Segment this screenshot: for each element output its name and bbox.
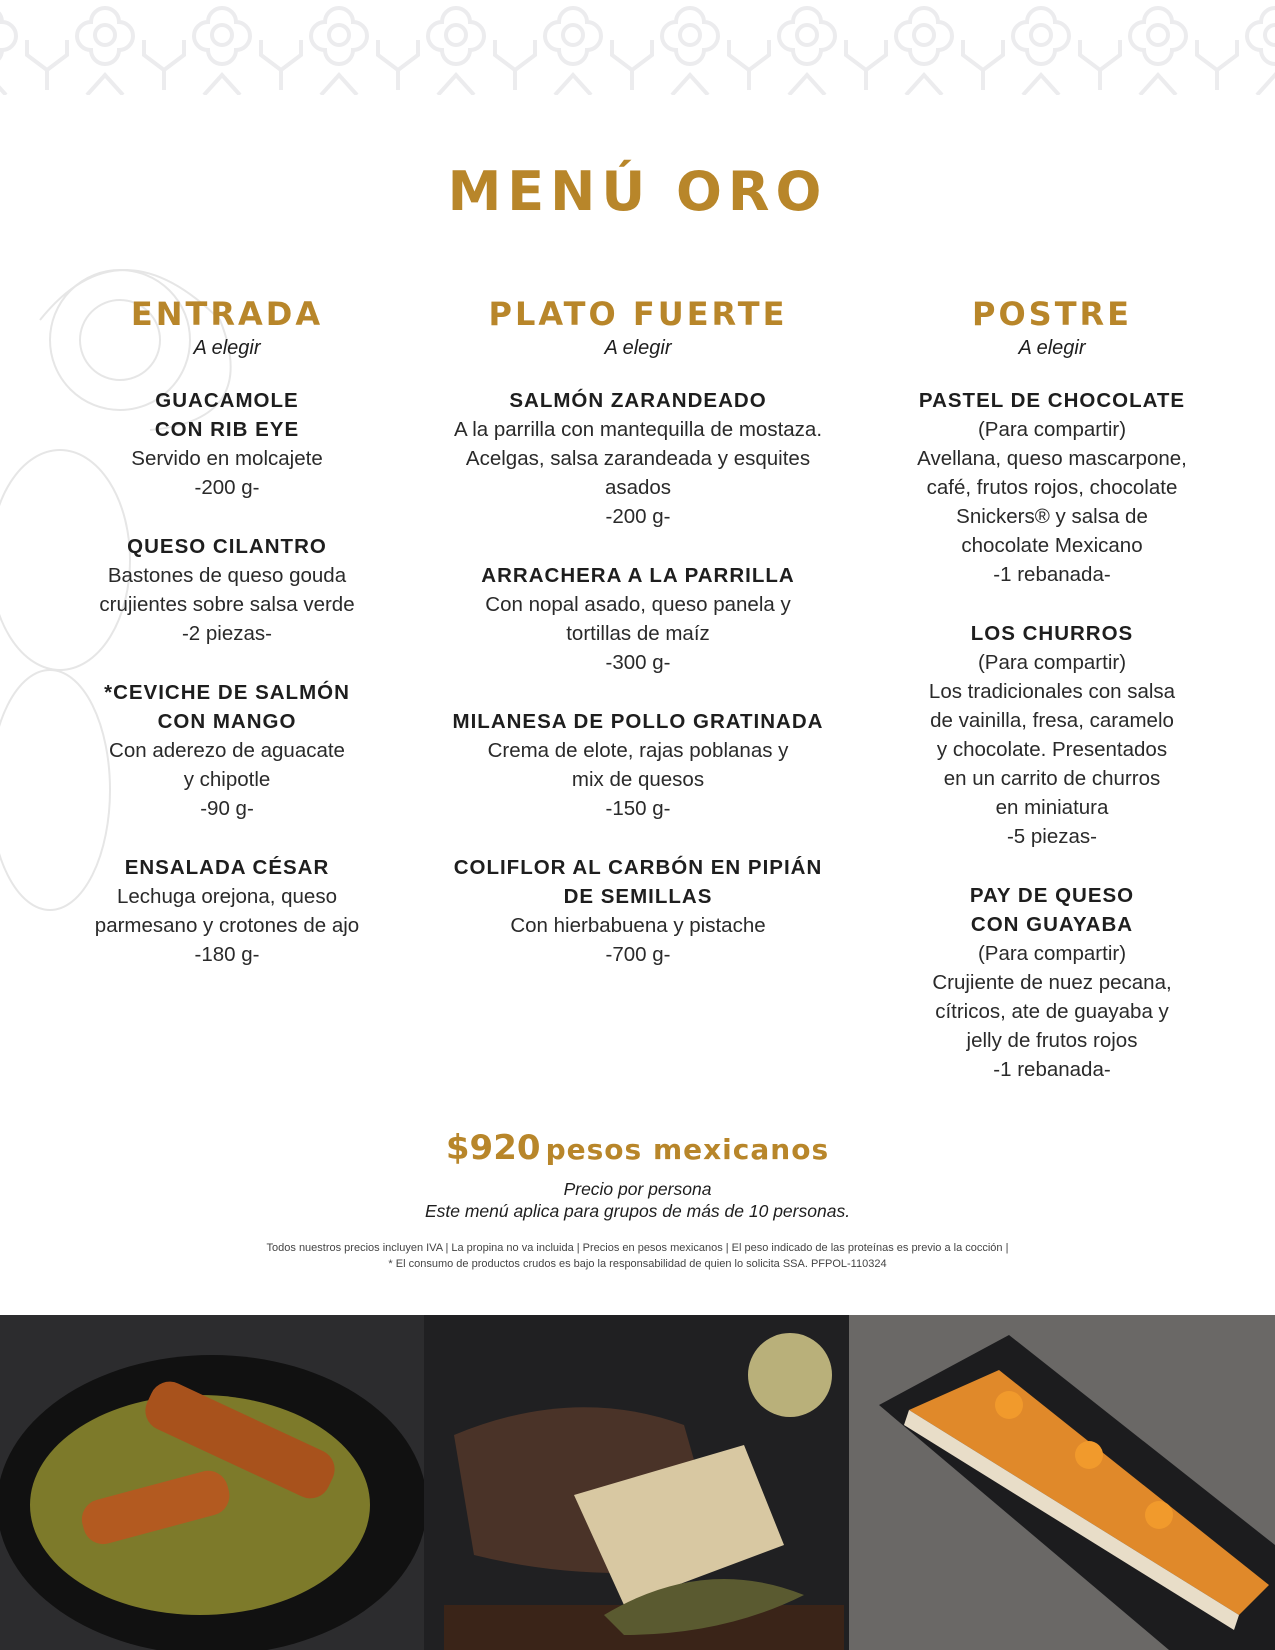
menu-item-description: en miniatura: [995, 796, 1109, 819]
legal-notes: [0, 1240, 1275, 1272]
menu-item: [448, 561, 828, 677]
menu-item-description: (Para compartir): [977, 942, 1127, 965]
menu-item-name: DE SEMILLAS: [563, 885, 713, 908]
menu-item-description: en un carrito de churros: [943, 767, 1161, 790]
group-note: Este menú aplica para grupos de más de 10 personas.: [424, 1201, 851, 1221]
menu-item-name: MILANESA DE POLLO GRATINADA: [452, 710, 824, 733]
menu-item-description: Bastones de queso gouda: [107, 564, 347, 587]
menu-item: [37, 853, 417, 969]
menu-item-description: y chocolate. Presentados: [936, 738, 1168, 761]
menu-item: [862, 619, 1242, 851]
menu-item-description: parmesano y crotones de ajo: [94, 914, 360, 937]
guava-cheesecake-photo: [849, 1315, 1275, 1650]
menu-item-description: -1 rebanada-: [993, 1058, 1111, 1081]
menu-item-description: -200 g-: [194, 476, 260, 499]
menu-item: [37, 532, 417, 648]
menu-item-description: chocolate Mexicano: [961, 534, 1143, 557]
menu-item-name: PAY DE QUESO: [969, 884, 1135, 907]
menu-item: [37, 678, 417, 823]
menu-item-description: tortillas de maíz: [566, 622, 710, 645]
menu-item: [448, 853, 828, 969]
menu-item-description: Con hierbabuena y pistache: [510, 914, 766, 937]
menu-item-name: SALMÓN ZARANDEADO: [509, 389, 767, 412]
menu-column-entrada: [37, 295, 417, 999]
menu-item: [37, 386, 417, 502]
menu-item-description: café, frutos rojos, chocolate: [926, 476, 1178, 499]
menu-item-description: Crema de elote, rajas poblanas y: [487, 739, 789, 762]
menu-item-description: de vainilla, fresa, caramelo: [930, 709, 1174, 732]
menu-item-name: *CEVICHE DE SALMÓN: [104, 681, 350, 704]
menu-item-description: y chipotle: [183, 768, 271, 791]
menu-item-name: COLIFLOR AL CARBÓN EN PIPIÁN: [453, 856, 823, 879]
menu-item-name: GUACAMOLE: [155, 389, 299, 412]
price-notes: [0, 1178, 1275, 1222]
price-unit: pesos mexicanos: [545, 1133, 830, 1166]
menu-item-description: -180 g-: [194, 943, 260, 966]
menu-item: [862, 881, 1242, 1084]
menu-item-description: (Para compartir): [977, 651, 1127, 674]
menu-item-description: Con nopal asado, queso panela y: [485, 593, 791, 616]
price-amount: $920: [445, 1128, 541, 1168]
section-heading: POSTRE: [971, 295, 1133, 333]
menu-item-name: ARRACHERA A LA PARRILLA: [481, 564, 795, 587]
menu-item-description: A la parrilla con mantequilla de mostaza.: [453, 418, 823, 441]
menu-item: [448, 386, 828, 531]
menu-item: [448, 707, 828, 823]
per-person-note: Precio por persona: [563, 1179, 712, 1199]
section-heading: ENTRADA: [130, 295, 324, 333]
menu-item-name: PASTEL DE CHOCOLATE: [918, 389, 1186, 412]
menu-item-name: CON MANGO: [157, 710, 297, 733]
menu-item-name: CON RIB EYE: [154, 418, 300, 441]
menu-item-description: -1 rebanada-: [993, 563, 1111, 586]
menu-item-name: ENSALADA CÉSAR: [124, 856, 330, 879]
menu-item-description: jelly de frutos rojos: [966, 1029, 1138, 1052]
cheese-sticks-green-salsa-photo: [0, 1315, 424, 1650]
legal-line: Todos nuestros precios incluyen IVA | La propina no va incluida | Precios en pesos mexicanos | El peso indicado de las proteínas es previo a la cocción |: [266, 1242, 1009, 1254]
menu-item-description: Con aderezo de aguacate: [109, 739, 345, 762]
menu-item-description: Acelgas, salsa zarandeada y esquites asados: [465, 447, 811, 499]
menu-item-description: cítricos, ate de guayaba y: [935, 1000, 1169, 1023]
price: [0, 1128, 1275, 1168]
menu-item-description: Servido en molcajete: [131, 447, 323, 470]
menu-item-description: -90 g-: [200, 797, 254, 820]
menu-item-name: CON GUAYABA: [970, 913, 1134, 936]
menu-item: [862, 386, 1242, 589]
menu-item-description: -200 g-: [605, 505, 671, 528]
menu-column-plato-fuerte: [448, 295, 828, 999]
arrachera-grilled-photo: [424, 1315, 849, 1650]
menu-item-description: Crujiente de nuez pecana,: [932, 971, 1172, 994]
menu-item-name: QUESO CILANTRO: [127, 535, 327, 558]
section-heading: PLATO FUERTE: [488, 295, 788, 333]
menu-item-description: -5 piezas-: [1006, 825, 1097, 848]
menu-item-description: -700 g-: [605, 943, 671, 966]
menu-item-description: Los tradicionales con salsa: [928, 680, 1176, 703]
menu-item-description: -150 g-: [605, 797, 671, 820]
menu-item-description: -2 piezas-: [181, 622, 272, 645]
menu-item-description: (Para compartir): [977, 418, 1127, 441]
menu-item-description: -300 g-: [605, 651, 671, 674]
legal-line: * El consumo de productos crudos es bajo la responsabilidad de quien lo solicita SSA. PFPOL-110324: [388, 1258, 887, 1270]
menu-item-description: crujientes sobre salsa verde: [99, 593, 355, 616]
menu-column-postre: [862, 295, 1242, 1114]
menu-item-description: Snickers® y salsa de: [956, 505, 1148, 528]
section-subheading: A elegir: [604, 337, 672, 359]
page-title: MENÚ ORO: [447, 160, 828, 223]
decorative-pattern: [0, 0, 1275, 95]
menu-item-description: Lechuga orejona, queso: [117, 885, 337, 908]
menu-item-description: Avellana, queso mascarpone,: [917, 447, 1187, 470]
section-subheading: A elegir: [1018, 337, 1086, 359]
menu-item-description: mix de quesos: [571, 768, 705, 791]
section-subheading: A elegir: [193, 337, 261, 359]
menu-item-name: LOS CHURROS: [970, 622, 1134, 645]
